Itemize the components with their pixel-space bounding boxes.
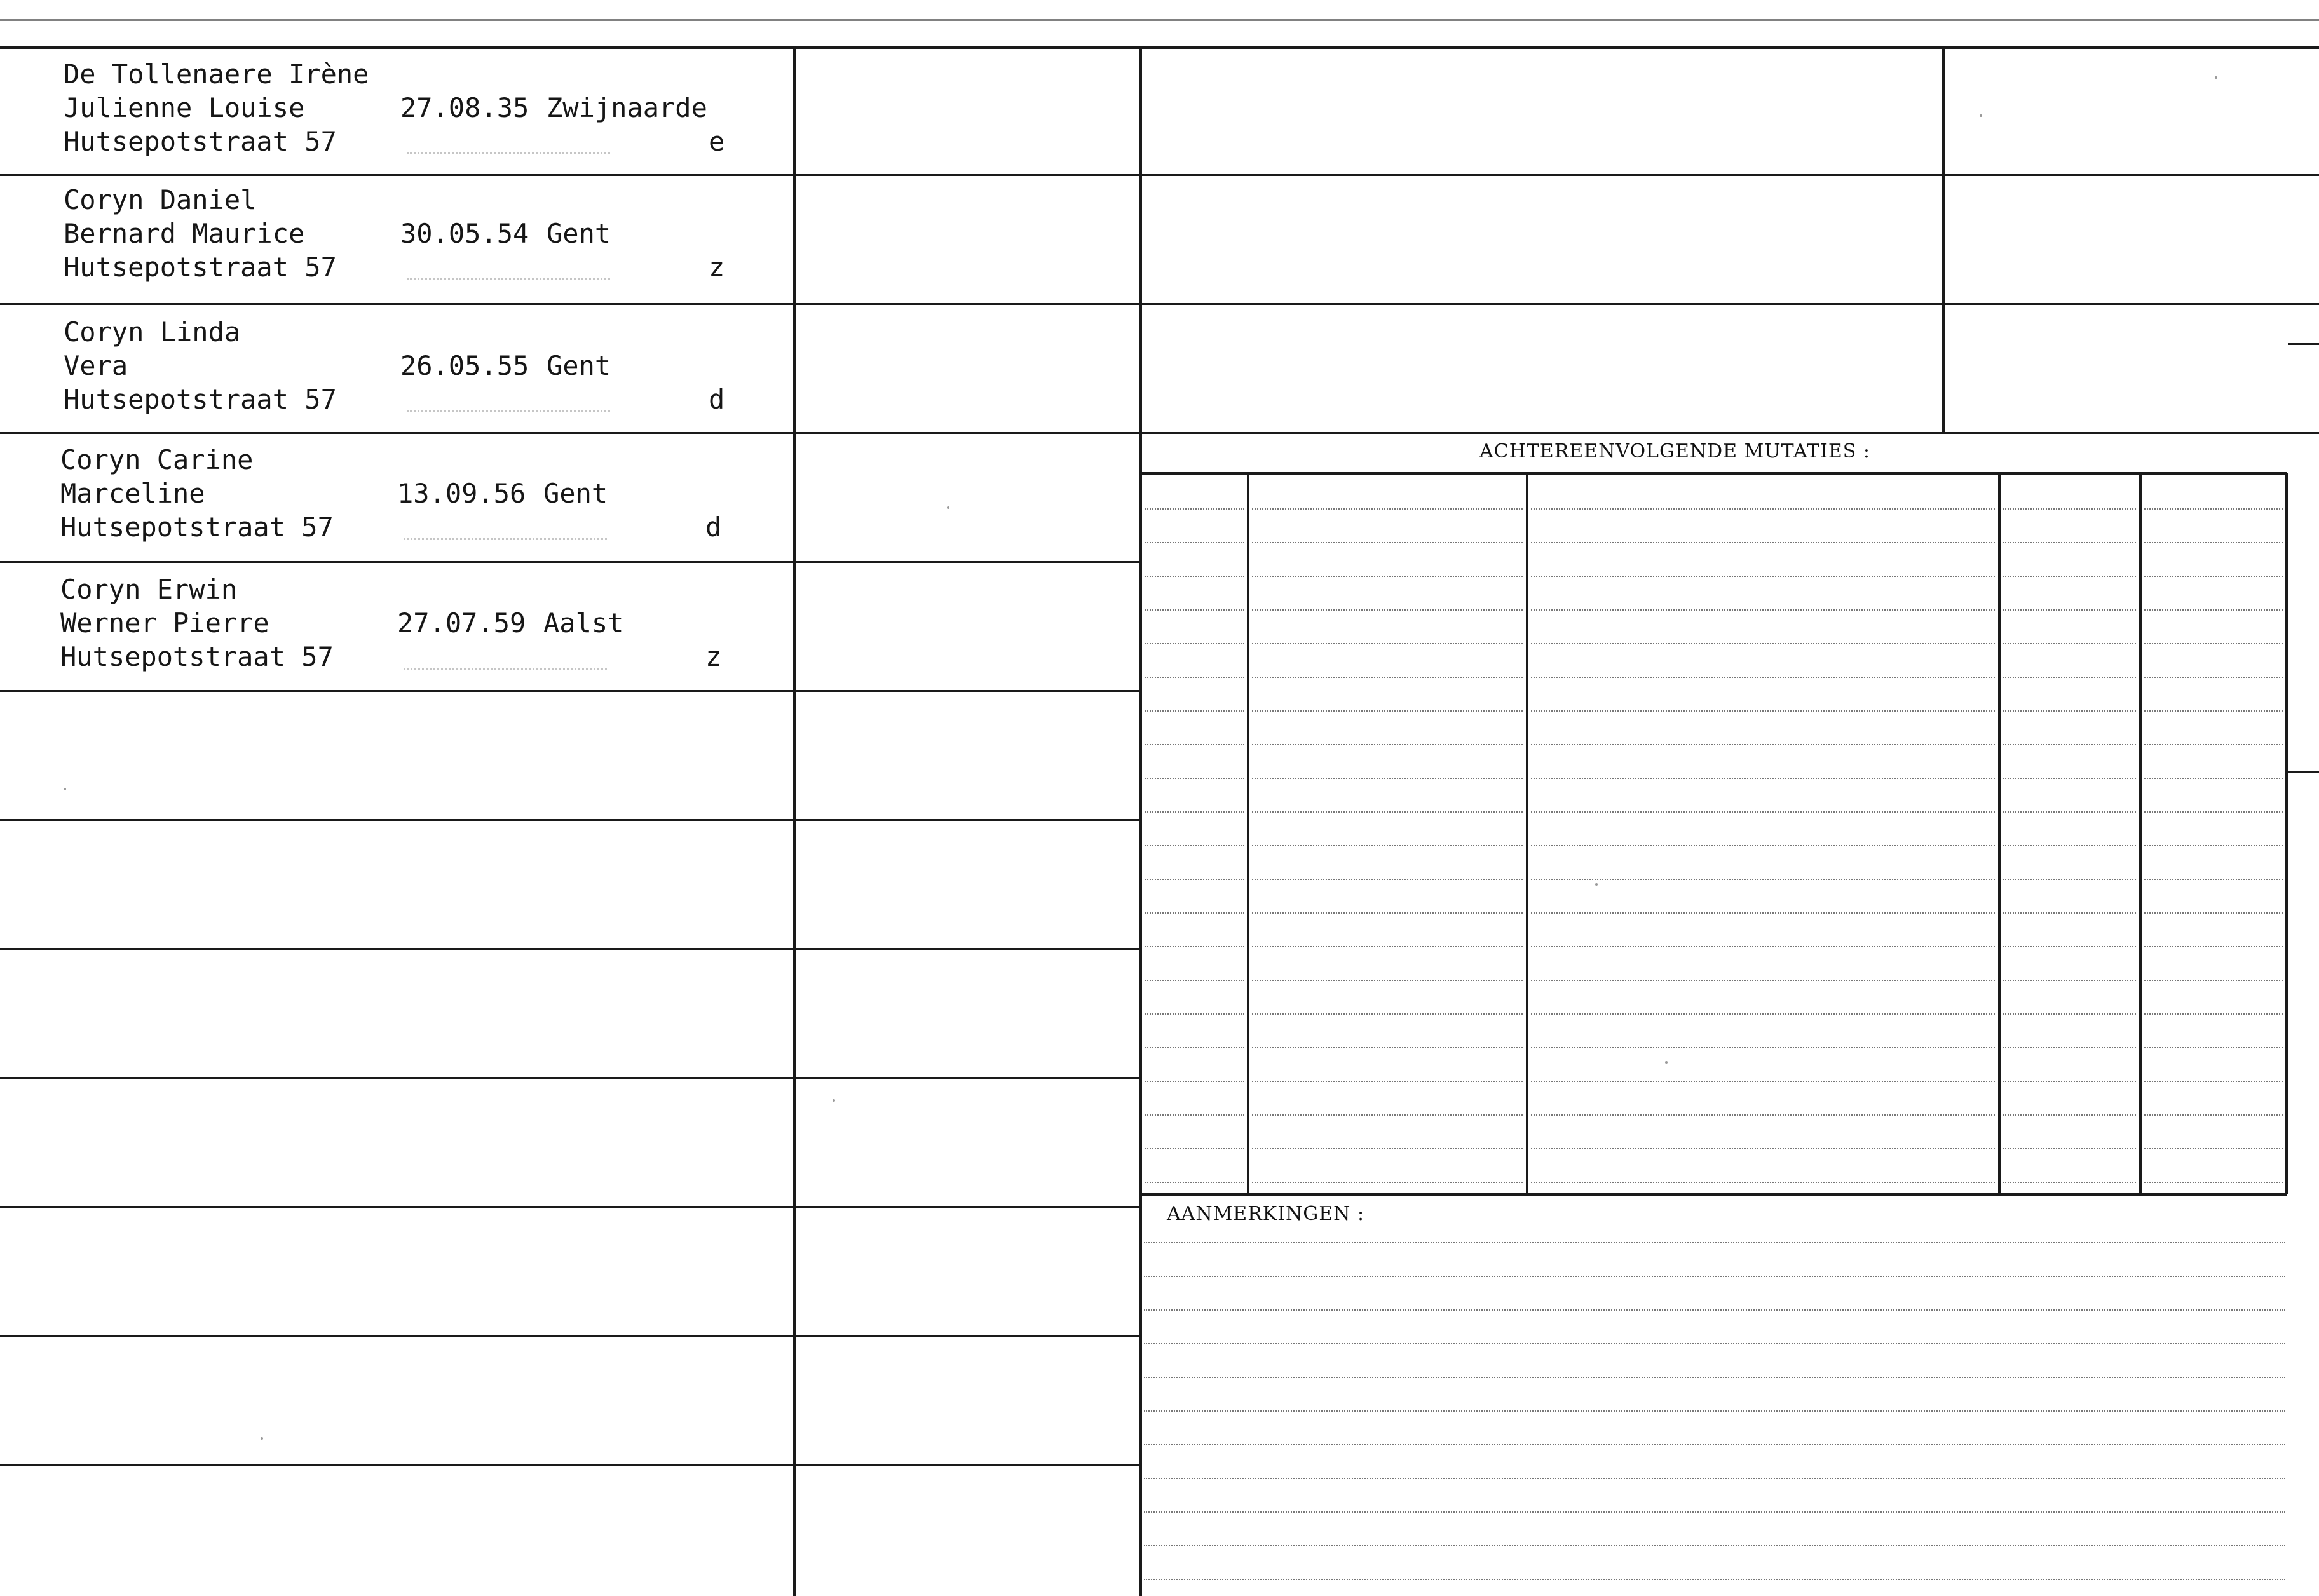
ruled-dotted-line: [1252, 1114, 1523, 1116]
person-status-code: z: [709, 252, 725, 283]
ruled-dotted-line: [2003, 576, 2136, 577]
scan-speck: [947, 506, 949, 509]
ruled-dotted-line: [1531, 1013, 1995, 1015]
ruled-dotted-line: [2003, 542, 2136, 543]
margin-mark-1: [2288, 343, 2319, 345]
ruled-dotted-line: [1145, 778, 1244, 779]
ruled-dotted-line: [2144, 508, 2283, 510]
person-birth-place: Aalst: [543, 607, 624, 639]
mutaties-bottom-rule: [1142, 1193, 2287, 1196]
ruled-dotted-line: [1144, 1377, 2285, 1378]
ruled-dotted-line: [1145, 879, 1244, 880]
ruled-dotted-line: [2144, 811, 2283, 813]
row-rule-4: [0, 561, 1142, 563]
faded-stamp-mark: [404, 668, 607, 675]
person-address: Hutsepotstraat 57: [64, 252, 337, 283]
ruled-dotted-line: [1144, 1343, 2285, 1344]
ruled-dotted-line: [2003, 879, 2136, 880]
ruled-dotted-line: [2144, 1047, 2283, 1048]
ruled-dotted-line: [1144, 1309, 2285, 1311]
ruled-dotted-line: [2144, 912, 2283, 914]
scan-speck: [261, 1437, 263, 1440]
faded-stamp-mark: [404, 538, 607, 545]
row-rule-5: [0, 690, 1142, 692]
mutaties-col-4: [2139, 473, 2142, 1194]
mutaties-col-5: [2285, 473, 2288, 1194]
ruled-dotted-line: [2003, 677, 2136, 678]
ruled-dotted-line: [2144, 1182, 2283, 1183]
ruled-dotted-line: [2003, 980, 2136, 981]
ruled-dotted-line: [1252, 946, 1523, 947]
row-rule-9: [0, 1206, 1142, 1208]
ruled-dotted-line: [2144, 1148, 2283, 1149]
ruled-dotted-line: [1531, 1114, 1995, 1116]
ruled-dotted-line: [1145, 542, 1244, 543]
ruled-dotted-line: [2003, 811, 2136, 813]
ruled-dotted-line: [2003, 845, 2136, 846]
ruled-dotted-line: [1145, 1081, 1244, 1082]
ruled-dotted-line: [1145, 1047, 1244, 1048]
ruled-dotted-line: [1531, 508, 1995, 510]
ruled-dotted-line: [1145, 508, 1244, 510]
mutaties-label: ACHTEREENVOLGENDE MUTATIES :: [1479, 440, 1870, 463]
person-birth-place: Gent: [547, 350, 611, 381]
ruled-dotted-line: [2144, 778, 2283, 779]
ruled-dotted-line: [2144, 1114, 2283, 1116]
ruled-dotted-line: [1144, 1276, 2285, 1277]
top-border-line: [0, 46, 2319, 49]
ruled-dotted-line: [2144, 576, 2283, 577]
faded-stamp-mark: [407, 278, 610, 285]
ruled-dotted-line: [1252, 508, 1523, 510]
mutaties-col-2: [1526, 473, 1528, 1194]
ruled-dotted-line: [2144, 643, 2283, 644]
scan-speck: [1980, 114, 1982, 117]
ruled-dotted-line: [2144, 879, 2283, 880]
ruled-dotted-line: [1531, 576, 1995, 577]
row-rule-7: [0, 948, 1142, 950]
ruled-dotted-line: [1145, 912, 1244, 914]
ruled-dotted-line: [1252, 609, 1523, 611]
left-column-divider: [793, 46, 796, 1596]
ruled-dotted-line: [1531, 946, 1995, 947]
person-birth-date: 26.05.55: [400, 350, 529, 381]
person-birth-place: Gent: [543, 478, 608, 509]
ruled-dotted-line: [1144, 1478, 2285, 1479]
row-rule-1: [0, 174, 1142, 176]
row-rule-8: [0, 1077, 1142, 1079]
ruled-dotted-line: [1145, 1114, 1244, 1116]
ruled-dotted-line: [1145, 710, 1244, 712]
ruled-dotted-line: [2144, 609, 2283, 611]
ruled-dotted-line: [1531, 1081, 1995, 1082]
ruled-dotted-line: [1531, 710, 1995, 712]
row-rule-11: [0, 1464, 1142, 1466]
person-status-code: d: [709, 384, 725, 415]
ruled-dotted-line: [1144, 1410, 2285, 1412]
ruled-dotted-line: [1531, 879, 1995, 880]
person-name-line1: Coryn Carine: [60, 444, 254, 475]
person-address: Hutsepotstraat 57: [60, 641, 334, 672]
person-address: Hutsepotstraat 57: [60, 511, 334, 543]
ruled-dotted-line: [1144, 1242, 2285, 1243]
ruled-dotted-line: [1531, 1182, 1995, 1183]
center-column-divider: [1139, 46, 1142, 1596]
ruled-dotted-line: [1252, 643, 1523, 644]
ruled-dotted-line: [1145, 811, 1244, 813]
mutaties-col-1: [1247, 473, 1249, 1194]
ruled-dotted-line: [2003, 643, 2136, 644]
ruled-dotted-line: [2003, 744, 2136, 745]
ruled-dotted-line: [1144, 1545, 2285, 1546]
person-birth-place: Zwijnaarde: [547, 92, 707, 123]
ruled-dotted-line: [1145, 1148, 1244, 1149]
row-rule-2: [0, 303, 1142, 305]
scan-speck: [1595, 883, 1598, 886]
ruled-dotted-line: [2003, 778, 2136, 779]
ruled-dotted-line: [1531, 542, 1995, 543]
ruled-dotted-line: [1531, 744, 1995, 745]
ruled-dotted-line: [2144, 1013, 2283, 1015]
top-edge-line: [0, 19, 2319, 21]
ruled-dotted-line: [1145, 946, 1244, 947]
ruled-dotted-line: [1145, 1013, 1244, 1015]
ruled-dotted-line: [1145, 576, 1244, 577]
ruled-dotted-line: [1145, 1182, 1244, 1183]
person-address: Hutsepotstraat 57: [64, 126, 337, 157]
faded-stamp-mark: [407, 410, 610, 417]
ruled-dotted-line: [2003, 1047, 2136, 1048]
person-birth-place: Gent: [547, 218, 611, 249]
ruled-dotted-line: [1144, 1511, 2285, 1513]
ruled-dotted-line: [1252, 576, 1523, 577]
ruled-dotted-line: [2003, 1013, 2136, 1015]
scan-speck: [64, 788, 66, 790]
person-status-code: d: [705, 511, 722, 543]
ruled-dotted-line: [1252, 778, 1523, 779]
ruled-dotted-line: [1252, 1047, 1523, 1048]
person-name-line2: Marceline: [60, 478, 205, 509]
ruled-dotted-line: [2003, 710, 2136, 712]
faded-stamp-mark: [407, 152, 610, 159]
mutaties-col-3: [1998, 473, 2001, 1194]
row-rule-3: [0, 432, 1142, 434]
ruled-dotted-line: [1531, 912, 1995, 914]
ruled-dotted-line: [2144, 677, 2283, 678]
mutaties-top-rule: [1142, 472, 2287, 475]
person-name-line2: Werner Pierre: [60, 607, 269, 639]
row-rule-6: [0, 819, 1142, 821]
ruled-dotted-line: [1145, 744, 1244, 745]
ruled-dotted-line: [1252, 980, 1523, 981]
ruled-dotted-line: [2003, 1081, 2136, 1082]
ruled-dotted-line: [2144, 946, 2283, 947]
ruled-dotted-line: [1531, 980, 1995, 981]
ruled-dotted-line: [2144, 542, 2283, 543]
ruled-dotted-line: [2144, 1081, 2283, 1082]
upper-right-divider: [1942, 46, 1945, 433]
ruled-dotted-line: [2144, 980, 2283, 981]
ruled-dotted-line: [1252, 1182, 1523, 1183]
ruled-dotted-line: [2144, 710, 2283, 712]
ruled-dotted-line: [2003, 1114, 2136, 1116]
ruled-dotted-line: [1145, 980, 1244, 981]
person-status-code: e: [709, 126, 725, 157]
person-birth-date: 27.07.59: [397, 607, 526, 639]
ruled-dotted-line: [2144, 744, 2283, 745]
ruled-dotted-line: [1531, 1047, 1995, 1048]
person-name-line1: De Tollenaere Irène: [64, 58, 369, 90]
ruled-dotted-line: [1531, 1148, 1995, 1149]
row-rule-10: [0, 1335, 1142, 1337]
aanmerkingen-label: AANMERKINGEN :: [1167, 1203, 1365, 1225]
ruled-dotted-line: [1252, 845, 1523, 846]
ruled-dotted-line: [1531, 643, 1995, 644]
ruled-dotted-line: [2144, 845, 2283, 846]
scan-speck: [2215, 76, 2217, 79]
ruled-dotted-line: [1145, 845, 1244, 846]
ruled-dotted-line: [1531, 677, 1995, 678]
ruled-dotted-line: [1531, 778, 1995, 779]
person-name-line2: Bernard Maurice: [64, 218, 305, 249]
ruled-dotted-line: [1144, 1444, 2285, 1445]
person-name-line2: Julienne Louise: [64, 92, 305, 123]
ruled-dotted-line: [1252, 811, 1523, 813]
ruled-dotted-line: [1252, 744, 1523, 745]
ruled-dotted-line: [1145, 643, 1244, 644]
ruled-dotted-line: [1252, 879, 1523, 880]
scan-speck: [833, 1099, 835, 1102]
upper-right-rule-2: [1142, 303, 2319, 305]
person-birth-date: 13.09.56: [397, 478, 526, 509]
ruled-dotted-line: [1252, 1013, 1523, 1015]
ruled-dotted-line: [2003, 946, 2136, 947]
upper-right-rule-3: [1142, 432, 2319, 434]
person-name-line1: Coryn Erwin: [60, 574, 238, 605]
ruled-dotted-line: [1531, 609, 1995, 611]
ruled-dotted-line: [2003, 1148, 2136, 1149]
ruled-dotted-line: [1252, 542, 1523, 543]
margin-mark-2: [2288, 771, 2319, 773]
person-name-line1: Coryn Linda: [64, 316, 241, 348]
ruled-dotted-line: [1145, 609, 1244, 611]
ruled-dotted-line: [1252, 710, 1523, 712]
ruled-dotted-line: [2003, 508, 2136, 510]
ruled-dotted-line: [2003, 912, 2136, 914]
ruled-dotted-line: [1144, 1579, 2285, 1580]
ruled-dotted-line: [1531, 811, 1995, 813]
ruled-dotted-line: [1252, 912, 1523, 914]
person-name-line1: Coryn Daniel: [64, 184, 257, 215]
ruled-dotted-line: [2003, 1182, 2136, 1183]
person-status-code: z: [705, 641, 722, 672]
upper-right-rule-1: [1142, 174, 2319, 176]
ruled-dotted-line: [1531, 845, 1995, 846]
ruled-dotted-line: [1252, 1148, 1523, 1149]
scan-speck: [1665, 1061, 1668, 1064]
ruled-dotted-line: [1145, 677, 1244, 678]
ruled-dotted-line: [1252, 1081, 1523, 1082]
person-birth-date: 27.08.35: [400, 92, 529, 123]
ruled-dotted-line: [2003, 609, 2136, 611]
person-address: Hutsepotstraat 57: [64, 384, 337, 415]
ruled-dotted-line: [1252, 677, 1523, 678]
person-birth-date: 30.05.54: [400, 218, 529, 249]
person-name-line2: Vera: [64, 350, 128, 381]
